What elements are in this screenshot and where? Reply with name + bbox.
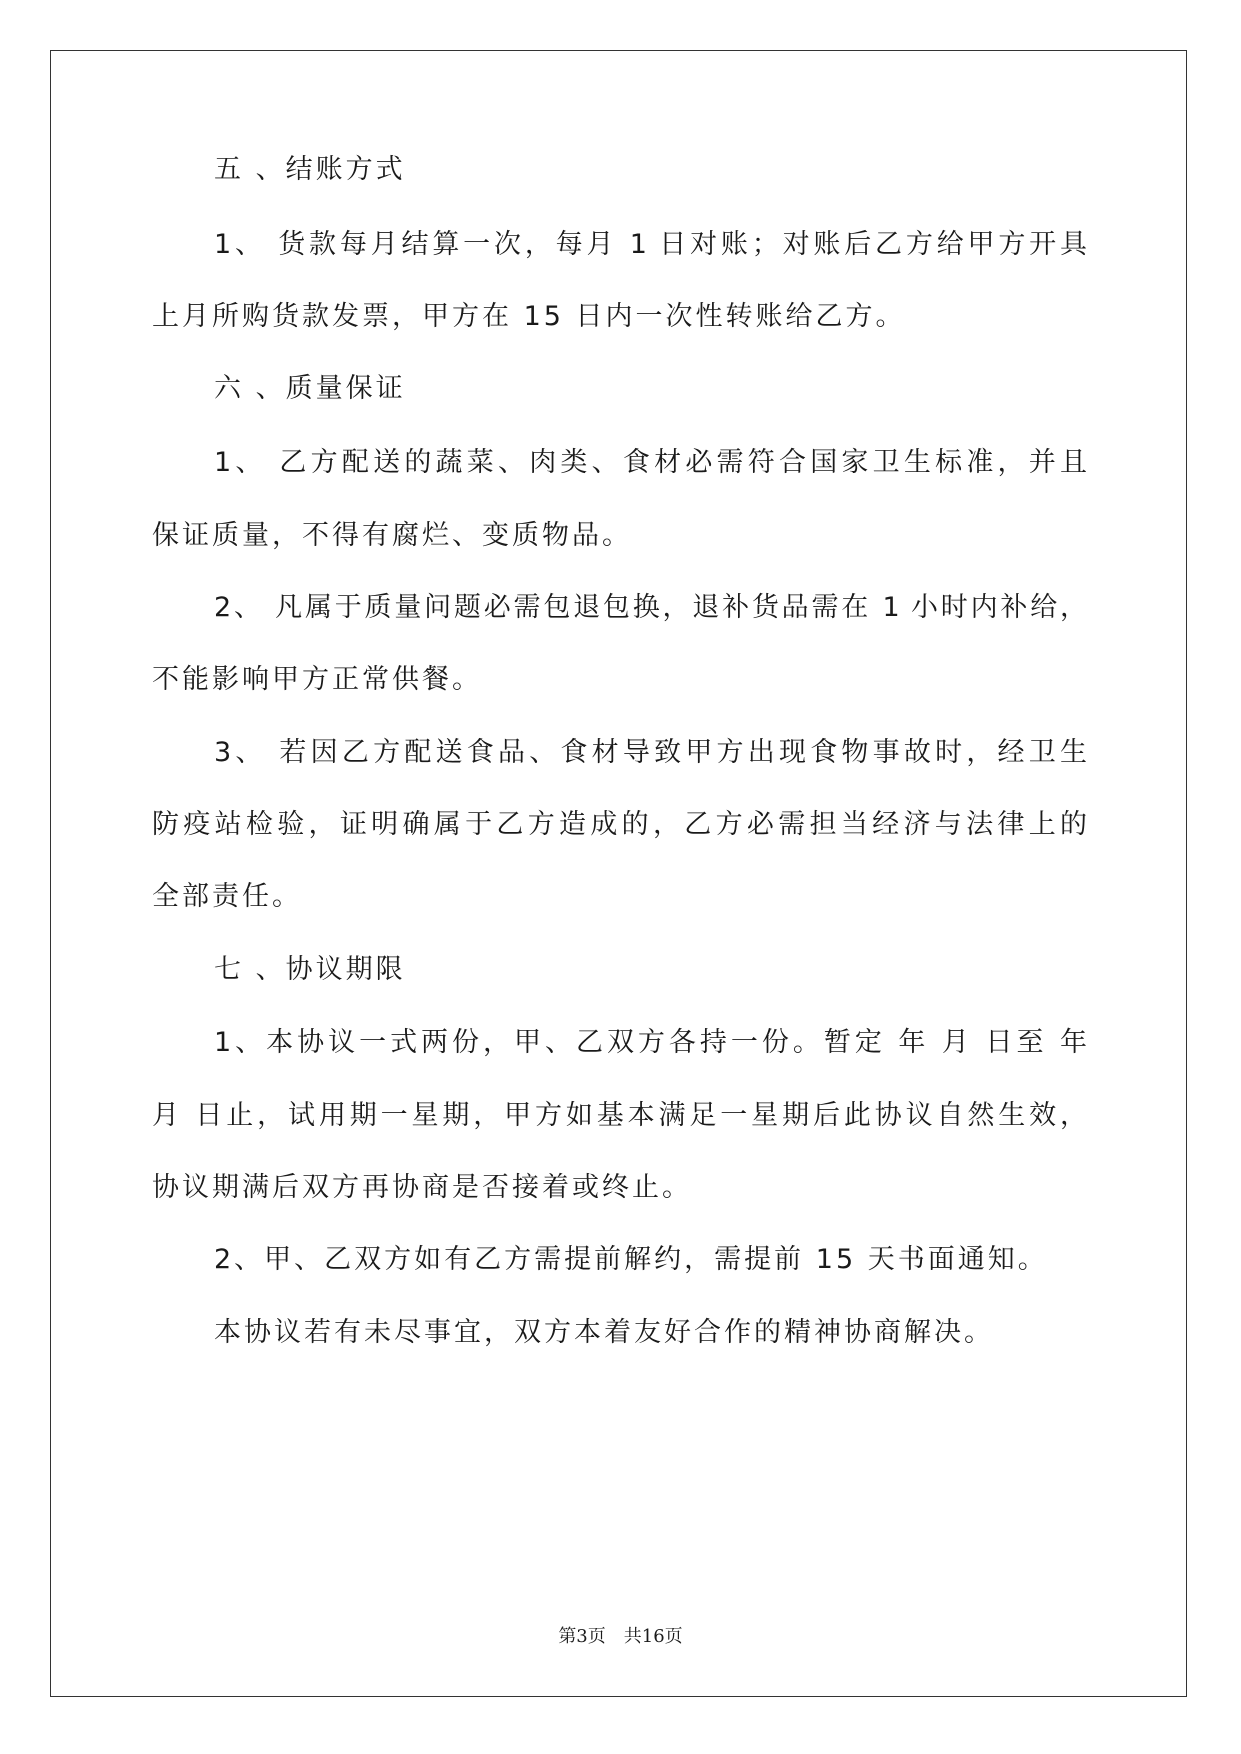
- paragraph-line: 上月所购货款发票，甲方在 15 日内一次性转账给乙方。: [152, 301, 906, 332]
- page-number-footer: 第3页 共16页: [558, 1626, 683, 1647]
- paragraph-line: 1、本协议一式两份，甲、乙双方各持一份。暂定 年 月 日至 年: [214, 1027, 1087, 1058]
- paragraph-line: 本协议若有未尽事宜，双方本着友好合作的精神协商解决。: [214, 1317, 994, 1348]
- paragraph-line: 2、甲、乙双方如有乙方需提前解约，需提前 15 天书面通知。: [214, 1244, 1048, 1275]
- paragraph-line: 2、 凡属于质量问题必需包退包换，退补货品需在 1 小时内补给，: [214, 592, 1087, 623]
- paragraph-line: 1、 货款每月结算一次，每月 1 日对账；对账后乙方给甲方开具: [214, 229, 1087, 260]
- section-heading-quality: 六 、质量保证: [214, 373, 406, 404]
- paragraph-line: 3、 若因乙方配送食品、食材导致甲方出现食物事故时，经卫生: [214, 737, 1087, 768]
- paragraph-line: 协议期满后双方再协商是否接着或终止。: [152, 1172, 692, 1203]
- section-heading-settlement: 五 、结账方式: [214, 154, 406, 185]
- paragraph-line: 防疫站检验，证明确属于乙方造成的，乙方必需担当经济与法律上的: [152, 809, 1087, 840]
- paragraph-line: 保证质量，不得有腐烂、变质物品。: [152, 520, 632, 551]
- paragraph-line: 全部责任。: [152, 881, 302, 912]
- paragraph-line: 月 日止，试用期一星期，甲方如基本满足一星期后此协议自然生效，: [152, 1100, 1087, 1131]
- paragraph-line: 1、 乙方配送的蔬菜、肉类、食材必需符合国家卫生标准，并且: [214, 447, 1087, 478]
- paragraph-line: 不能影响甲方正常供餐。: [152, 664, 482, 695]
- section-heading-term: 七 、协议期限: [214, 954, 406, 985]
